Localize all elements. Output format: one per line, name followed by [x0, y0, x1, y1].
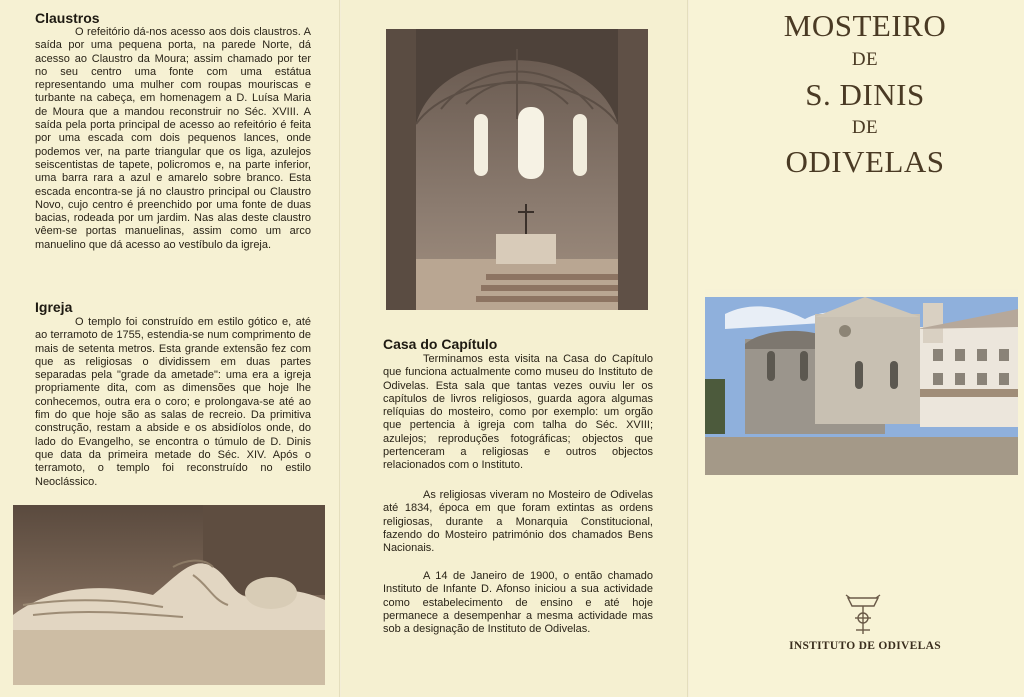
- title-mosteiro: MOSTEIRO: [783, 8, 947, 43]
- igreja-heading: Igreja: [35, 299, 73, 315]
- left-panel: [0, 0, 339, 697]
- title-s-dinis: S. DINIS: [805, 77, 925, 112]
- institute-name: INSTITUTO DE ODIVELAS: [789, 640, 941, 652]
- institute-emblem-icon: [844, 594, 882, 638]
- igreja-text: O templo foi construído em estilo gótico e, até ao terramoto de 1755, estendia-se num comprimento de mais de setenta metros. Esta grande extensão fez com que as religiosas o dividissem em duas partes separadas pela "grade da ametade": uma era a igreja propriamente dita, com as dimensões que hoje lhe conhecemos, outra era o coro; e prolongava-se até ao fim do que hoje são as salas de recreio. Da primitiva construção, restam a abside e os absidíolos onde, do lado do Evangelho, se encontra o túmulo de D. Dinis que data da primeira metade do Séc. XIV. Após o terramoto, o templo foi reconstruído no estilo Neoclássico.: [35, 316, 311, 488]
- monastery-exterior-photo: [705, 289, 1018, 475]
- title-odivelas: ODIVELAS: [785, 144, 945, 179]
- capitulo-heading: Casa do Capítulo: [383, 336, 498, 352]
- tomb-effigy-photo: [13, 505, 325, 685]
- claustros-heading: Claustros: [35, 10, 100, 26]
- middle-panel: [341, 0, 687, 697]
- gothic-church-interior-photo: [386, 29, 648, 310]
- title-de: DE: [851, 49, 879, 70]
- claustros-text: O refeitório dá-nos acesso aos dois claustros. A saída por uma pequena porta, na parede Norte, dá acesso ao Claustro da Moura; assim chamado por ter no seu centro uma fonte com uma estátua representando uma mulher com roupas mouriscas e turbante na cabeça, em homenagem a D. Luísa Maria de Moura que a mandou reconstruir no Séc. XVIII. A saída pela porta principal de acesso ao refeitório é feita por uma escada com dois pequenos lances, onde podemos ver, na parte triangular que os liga, azulejos seiscentistas de tapete, policromos e, na parte inferior, uma barra rara a azul e amarelo sobre branco. Esta escada encontra-se já no claustro principal ou Claustro Novo, cujo centro é preenchido por uma fonte de duas bacias, rodeada por um jardim. Nas alas deste claustro vêem-se portas manuelinas, assim como um arco manuelino que dá acesso ao vestíbulo da igreja.: [35, 26, 311, 251]
- capitulo-text-2: As religiosas viveram no Mosteiro de Odivelas até 1834, época em que foram extintas as ordens religiosas, durante a Monarquia Constitucional, fazendo do Mosteiro património dos chamados Bens Nacionais.: [383, 489, 653, 555]
- capitulo-text-3: A 14 de Janeiro de 1900, o então chamado Instituto de Infante D. Afonso iniciou a sua actividade como estabelecimento de ensino e até hoje permanece a desempenhar a mesma actividade mas sob a designação de Instituto de Odivelas.: [383, 570, 653, 636]
- capitulo-text-1: Terminamos esta visita na Casa do Capítulo que funciona actualmente como museu do Instituto de Odivelas. Esta sala que tantas vezes ouviu ler os capítulos de livros religiosos, guarda agora algumas relíquias do mosteiro, como por exemplo: um orgão que pertencia à igreja com talha do Séc. XVIII; azulejos; reproduções fotográficas; objectos que pertenceram a religiosas e outros objectos relacionados com o Instituto.: [383, 353, 653, 472]
- title-de: DE: [851, 117, 879, 138]
- right-panel: [689, 0, 1024, 697]
